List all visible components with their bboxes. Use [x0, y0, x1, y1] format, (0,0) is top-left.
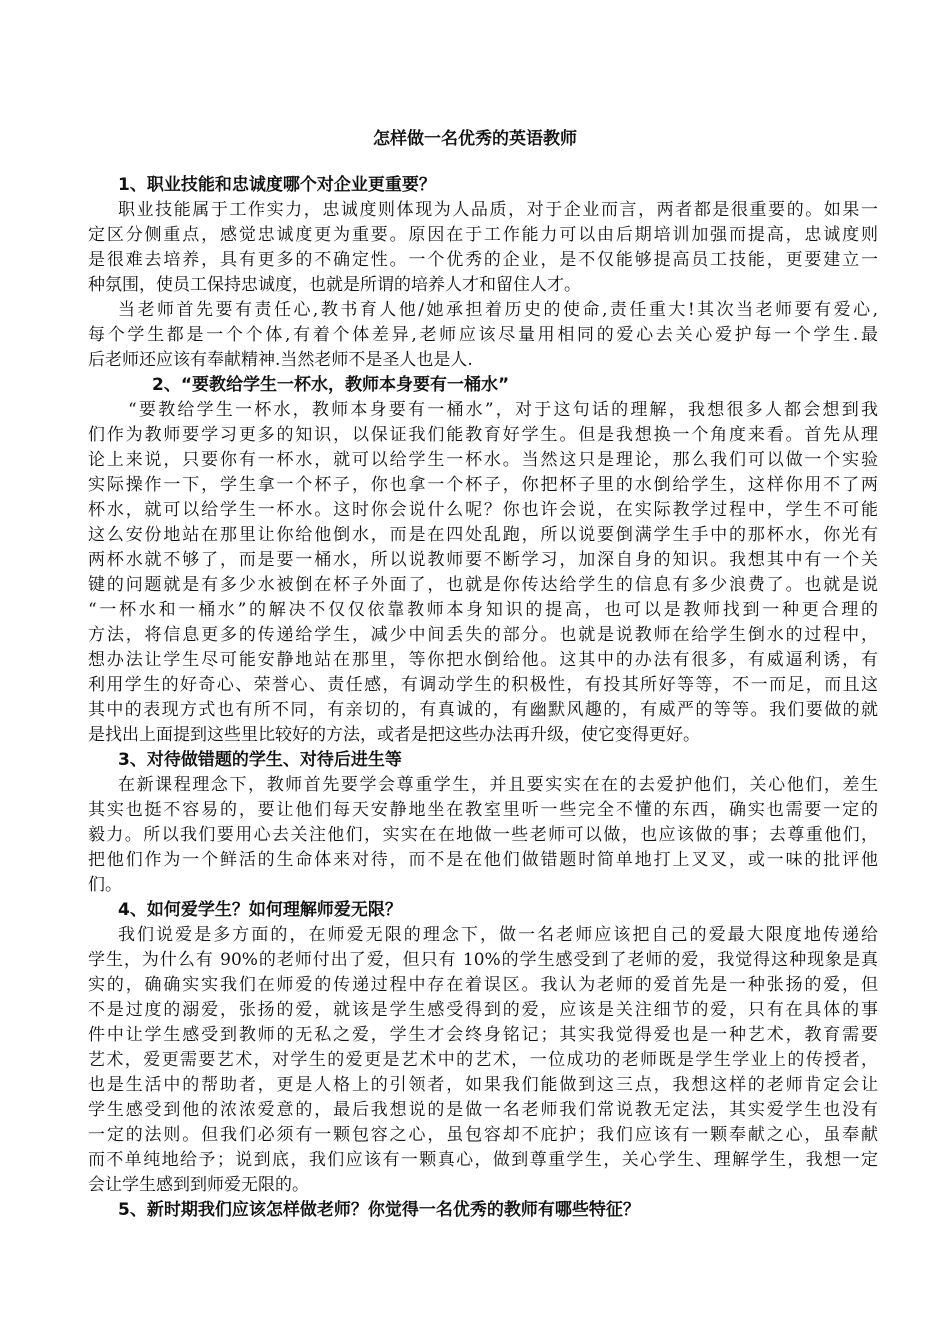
text-line: 想办法让学生尽可能安静地站在那里，等你把水倒给他。这其中的办法有很多，有威逼利诱，有 — [88, 650, 878, 670]
text-line: “一杯水和一桶水”的解决不仅仅依靠教师本身知识的提高，也可以是教师找到一种更合理的 — [88, 600, 878, 620]
text-line: 把他们作为一个鲜活的生命体来对待，而不是在他们做错题时简单地打上叉叉，或一味的批评他 — [88, 850, 878, 870]
text-line: 不是过度的溺爱，张扬的爱，就该是学生感受得到的爱，应该是关注细节的爱，只有在具体的事 — [88, 1000, 878, 1020]
text-line: 后老师还应该有奉献精神.当然老师不是圣人也是人. — [88, 350, 473, 370]
text-line: 两杯水就不够了，而是要一桶水，所以说教师要不断学习，加深自身的知识。我想其中有一个关 — [88, 550, 878, 570]
text-line: 每个学生都是一个个体,有着个体差异,老师应该尽量用相同的爱心去关心爱护每一个学生.最 — [88, 325, 878, 345]
text-line: 一定的法则。但我们必须有一颗包容之心，虽包容却不庇护；我们应该有一颗奉献之心，虽奉献 — [88, 1125, 878, 1145]
text-line: 在新课程理念下，教师首先要学会尊重学生，并且要实实在在的去爱护他们，关心他们，差生 — [118, 775, 878, 795]
text-line: 种氛围，使员工保持忠诚度，也就是所谓的培养人才和留住人才。 — [88, 275, 581, 295]
text-line: 毅力。所以我们要用心去关注他们，实实在在地做一些老师可以做，也应该做的事；去尊重他们， — [88, 825, 878, 845]
section-heading: 3、对待做错题的学生、对待后进生等 — [118, 750, 402, 770]
section-heading: 2、“要教给学生一杯水，教师本身要有一桶水” — [152, 375, 510, 395]
text-line: 学生感受到他的浓浓爱意的，最后我想说的是做一名老师我们常说教无定法，其实爱学生也没有 — [88, 1100, 878, 1120]
text-line: 件中让学生感受到教师的无私之爱，学生才会终身铭记；其实我觉得爱也是一种艺术，教育需要 — [88, 1025, 878, 1045]
section-heading: 4、如何爱学生？如何理解师爱无限？ — [118, 900, 402, 920]
text-line: 论上来说，只要你有一杯水，就可以给学生一杯水。当然这只是理论，那么我们可以做一个实验 — [88, 450, 878, 470]
text-line: “要教给学生一杯水，教师本身要有一桶水”，对于这句话的理解，我想很多人都会想到我 — [128, 400, 878, 420]
text-line: 杯水，就可以给学生一杯水。这时你会说什么呢？你也许会说，在实际教学过程中，学生不可能 — [88, 500, 878, 520]
text-line: 其实也挺不容易的，要让他们每天安静地坐在教室里听一些完全不懂的东西，确实也需要一定的 — [88, 800, 878, 820]
text-line: 职业技能属于工作实力，忠诚度则体现为人品质，对于企业而言，两者都是很重要的。如果一 — [118, 200, 878, 220]
text-line: 是很难去培养，具有更多的不确定性。一个优秀的企业，是不仅能够提高员工技能，更要建立一 — [88, 250, 878, 270]
text-line: 我们说爱是多方面的，在师爱无限的理念下，做一名老师应该把自己的爱最大限度地传递给 — [118, 925, 878, 945]
text-line: 这么安份地站在那里让你给他倒水，而是在四处乱跑，所以说要倒满学生手中的那杯水，你光有 — [88, 525, 878, 545]
text-line: 定区分侧重点，感觉忠诚度更为重要。原因在于工作能力可以由后期培训加强而提高，忠诚度则 — [88, 225, 878, 245]
text-line: 会让学生感到到师爱无限的。 — [88, 1175, 309, 1195]
text-line: 实的，确确实实我们在师爱的传递过程中存在着误区。我认为老师的爱首先是一种张扬的爱，但 — [88, 975, 878, 995]
text-line: 艺术，爱更需要艺术，对学生的爱更是艺术中的艺术，一位成功的老师既是学生学业上的传授者， — [88, 1050, 878, 1070]
text-line: 方法，将信息更多的传递给学生，减少中间丢失的部分。也就是说教师在给学生倒水的过程中， — [88, 625, 878, 645]
section-heading: 1、职业技能和忠诚度哪个对企业更重要？ — [118, 175, 436, 195]
text-line: 是找出上面提到这些里比较好的方法，或者是把这些办法再升级，使它变得更好。 — [88, 725, 700, 745]
text-line: 们作为教师要学习更多的知识，以保证我们能教育好学生。但是我想换一个角度来看。首先从理 — [88, 425, 878, 445]
section-heading: 5、新时期我们应该怎样做老师？你觉得一名优秀的教师有哪些特征？ — [118, 1200, 640, 1220]
text-line: 实际操作一下，学生拿一个杯子，你也拿一个杯子，你把杯子里的水倒给学生，这样你用不了两 — [88, 475, 878, 495]
text-line: 当老师首先要有责任心,教书育人他/她承担着历史的使命,责任重大!其次当老师要有爱心, — [118, 300, 878, 320]
text-line: 利用学生的好奇心、荣誉心、责任感，有调动学生的积极性，有投其所好等等，不一而足，而且这 — [88, 675, 878, 695]
document-title: 怎样做一名优秀的英语教师 — [373, 129, 577, 149]
text-line: 而不单纯地给予；说到底，我们应该有一颗真心，做到尊重学生，关心学生、理解学生，我想一定 — [88, 1150, 878, 1170]
text-line: 键的问题就是有多少水被倒在杯子外面了，也就是你传达给学生的信息有多少浪费了。也就是说 — [88, 575, 878, 595]
text-line: 学生，为什么有 90%的老师付出了爱，但只有 10%的学生感受到了老师的爱，我觉得这种现象是真 — [88, 950, 878, 970]
text-line: 们。 — [88, 875, 122, 895]
text-line: 其中的表现方式也有所不同，有亲切的，有真诚的，有幽默风趣的，有威严的等等。我们要做的就 — [88, 700, 878, 720]
text-line: 也是生活中的帮助者，更是人格上的引领者，如果我们能做到这三点，我想这样的老师肯定会让 — [88, 1075, 878, 1095]
